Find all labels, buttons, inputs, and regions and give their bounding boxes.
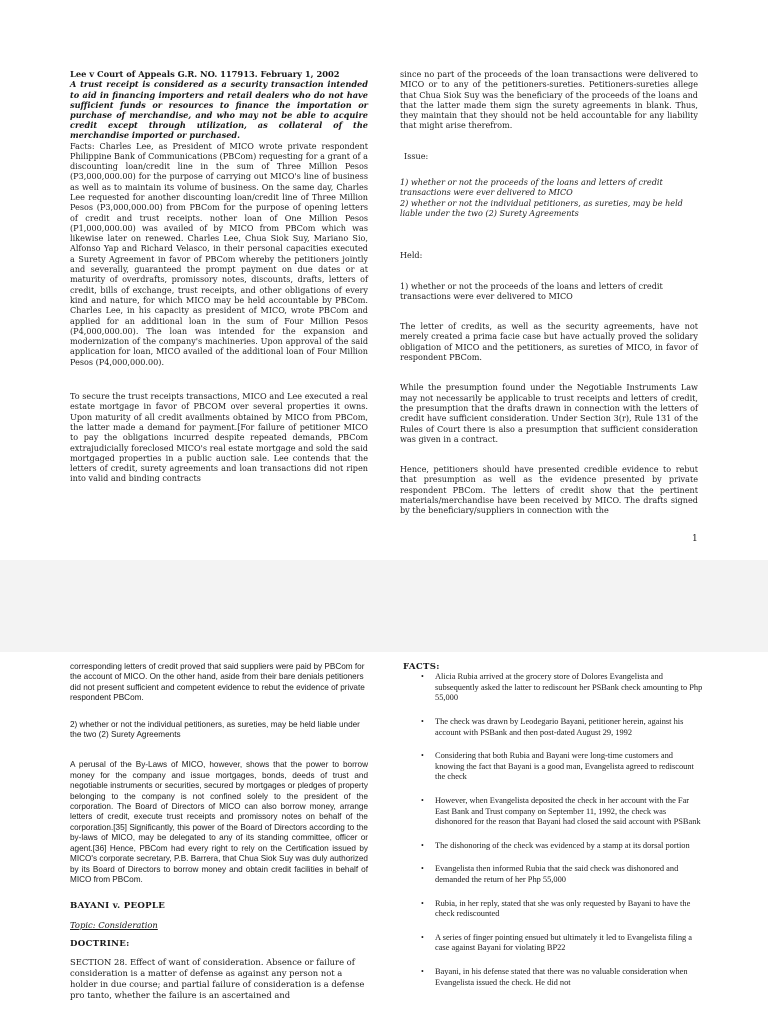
- bullet-icon: •: [421, 966, 424, 976]
- fact-text: Bayani, in his defense stated that there was no valuable consideration when Evangelista issued the check. He did not: [435, 966, 688, 987]
- issue-label: Issue:: [404, 150, 429, 161]
- issue-item-2: 2) whether or not the individual petitioners, as sureties, may be held liable under the two (2) Surety Agreements: [400, 197, 683, 218]
- bullet-icon: •: [421, 751, 424, 761]
- bullet-icon: •: [421, 898, 424, 908]
- held-paragraph-3: Hence, petitioners should have presented credible evidence to rebut that presumption as well as the evidence presented by private respondent PBCom. The letters of credit show that the pertinent materials/merchandise have been received by MICO. The drafts signed by the beneficiary/suppliers in connection with the: [400, 464, 698, 516]
- suppliers-paragraph: corresponding letters of credit proved that said suppliers were paid by PBCom for the account of MICO. On the other hand, aside from their bare denials petitioners did not present sufficient and competent evidence to rebut the evidence of private respondent PBCom.: [70, 662, 365, 703]
- fact-text: However, when Evangelista deposited the check in her account with the Far East Bank and Trust company on September 11, 1992, the check was dishonored for the reason that Bayani had closed the said account with PSBank: [435, 796, 701, 827]
- doctrine-label: DOCTRINE:: [70, 938, 130, 949]
- facts-label: FACTS:: [403, 662, 440, 672]
- security-paragraph: To secure the trust receipts transactions, MICO and Lee executed a real estate mortgage in favor of PBCOM over several properties it owns. Upon maturity of all credit availments obtained by MICO from PBCom, the latter made a demand for payment.[For failure of petitioner MICO to pay the obligations incurred despite repeated demands, PBCom extrajudicially foreclosed MICO's real estate mortgage and sold the said mortgaged properties in a public auction sale. Lee contends that the letters of credit, surety agreements and loan transactions did not ripen into valid and binding contracts: [70, 391, 368, 484]
- bullet-icon: •: [421, 717, 424, 727]
- case-2-title: BAYANI v. PEOPLE: [70, 901, 166, 912]
- fact-list-item: [403, 899, 703, 920]
- bylaws-paragraph: A perusal of the By-Laws of MICO, however, shows that the power to borrow money for the company and issue mortgages, bonds, deeds of trust and negotiable instruments or securities, secured by mortgages or pledges of property belonging to the company is not confined solely to the president of the corporation. The Board of Directors of MICO can also borrow money, arrange letters of credit, execute trust receipts and promissory notes on behalf of the corporation.[35] Significantly, this power of the Board of Directors according to the by-laws of MICO, may be delegated to any of its standing committee, officer or agent.[36] Hence, PBCom had every right to rely on the Certification issued by MICO's corporate secretary, P.B. Barrera, that Chua Siok Suy was duly authorized by its Board of Directors to borrow money and obtain credit facilities in behalf of MICO from PBCom.: [70, 760, 368, 884]
- page2-right-column: [403, 662, 703, 1001]
- fact-list-item: [403, 864, 703, 885]
- fact-text: The check was drawn by Leodegario Bayani, petitioner herein, against his account with PSBank and then post-dated August 29, 1992: [435, 717, 684, 737]
- issue-2-restated: 2) whether or not the individual petitioners, as sureties, may be held liable under the two (2) Surety Agreements: [70, 719, 360, 740]
- held-item-1: 1) whether or not the proceeds of the loans and letters of credit transactions were ever delivered to MICO: [400, 280, 663, 301]
- fact-text: Rubia, in her reply, stated that she was only requested by Bayani to have the check rediscounted: [435, 898, 691, 919]
- bullet-icon: •: [421, 672, 424, 682]
- fact-list-item: [403, 796, 703, 828]
- held-paragraph-1: The letter of credits, as well as the security agreements, have not merely created a prima facie case but have actually proved the solidary obligation of MICO and the petitioners, as sureties of MICO, in favor of respondent PBCom.: [400, 321, 698, 363]
- fact-text: Considering that both Rubia and Bayani were long-time customers and knowing the fact that Bayani is a good man, Evangelista agreed to rediscount the check: [435, 751, 694, 782]
- case-title: Lee v Court of Appeals G.R. NO. 117913. February 1, 2002: [70, 69, 340, 79]
- bullet-icon: •: [421, 864, 424, 874]
- continuation-paragraph: since no part of the proceeds of the loan transactions were delivered to MICO or to any of the petitioners-sureties. Petitioners-sureties allege that Chua Siok Suy was the beneficiary of the proceeds of the loans and that the latter made them sign the surety agreements in blank. Thus, they maintain that they should not be held accountable for any liability that might arise therefrom.: [400, 69, 698, 131]
- page2-left-column: [70, 662, 368, 1001]
- fact-list-item: [403, 967, 703, 988]
- fact-list-item: [403, 841, 703, 852]
- facts-list: [403, 672, 703, 988]
- case-doctrine: A trust receipt is considered as a security transaction intended to aid in financing importers and retail dealers who do not have sufficient funds or resources to finance the importation or purchase of merchandise, and who may not be able to acquire credit except through utilization, as collateral of the merchandise imported or purchased.: [70, 79, 368, 141]
- page1-left-column: [70, 69, 368, 484]
- fact-text: The dishonoring of the check was evidenced by a stamp at its dorsal portion: [435, 840, 690, 850]
- held-paragraph-2: While the presumption found under the Negotiable Instruments Law may not necessarily be applicable to trust receipts and letters of credit, the presumption that the drafts drawn in connection with the letters of credit have sufficient consideration. Under Section 3(r), Rule 131 of the Rules of Court there is also a presumption that sufficient consideration was given in a contract.: [400, 382, 698, 444]
- bullet-icon: •: [421, 840, 424, 850]
- fact-list-item: [403, 672, 703, 704]
- topic-label: Topic: Consideration: [70, 919, 158, 930]
- page1-right-column: [400, 69, 698, 516]
- held-label: Held:: [400, 250, 423, 261]
- fact-text: A series of finger pointing ensued but ultimately it led to Evangelista filing a case against Bayani for violating BP22: [435, 932, 693, 953]
- page-separator: [0, 560, 768, 652]
- facts-paragraph: Facts: Charles Lee, as President of MICO wrote private respondent Philippine Bank of Communications (PBCom) requesting for a grant of a discounting loan/credit line in the sum of Three Million Pesos (P3,000,000.00) for the purpose of carrying out MICO's line of business as well as to maintain its volume of business. On the same day, Charles Lee requested for another discounting loan/credit line of Three Million Pesos (P3,000,000.00) from PBCom for the purpose of opening letters of credit and trust receipts. nother loan of One Million Pesos (P1,000,000.00) was availed of by MICO from PBCom which was likewise later on renewed. Charles Lee, Chua Siok Suy, Mariano Sio, Alfonso Yap and Richard Velasco, in their personal capacities executed a Surety Agreement in favor of PBCom whereby the petitioners jointly and severally, guaranteed the prompt payment on due dates or at maturity of overdrafts, promissory notes, discounts, drafts, letters of credit, bills of exchange, trust receipts, and other obligations of every kind and nature, for which MICO may be held accountable by PBCom. Charles Lee, in his capacity as president of MICO, wrote PBCom and applied for an additional loan in the sum of Four Million Pesos (P4,000,000.00). The loan was intended for the expansion and modernization of the company's machineries. Upon approval of the said application for loan, MICO availed of the additional loan of Four Million Pesos (P4,000,000.00).: [70, 140, 368, 367]
- fact-list-item: [403, 933, 703, 954]
- section-28-text: SECTION 28. Effect of want of consideration. Absence or failure of consideration is a matter of defense as against any person not a holder in due course; and partial failure of consideration is a defense pro tanto, whether the failure is an ascertained and: [70, 956, 365, 1000]
- fact-list-item: [403, 717, 703, 738]
- page-number: 1: [692, 534, 698, 544]
- bullet-icon: •: [421, 796, 424, 806]
- bullet-icon: •: [421, 932, 424, 942]
- fact-text: Evangelista then informed Rubia that the said check was dishonored and demanded the return of her Php 55,000: [435, 864, 679, 885]
- fact-text: Alicia Rubia arrived at the grocery store of Dolores Evangelista and subsequently asked the latter to rediscount her PSBank check amounting to Php 55,000: [435, 672, 703, 703]
- fact-list-item: [403, 751, 703, 783]
- issue-item-1: 1) whether or not the proceeds of the loans and letters of credit transactions were ever delivered to MICO: [400, 177, 663, 198]
